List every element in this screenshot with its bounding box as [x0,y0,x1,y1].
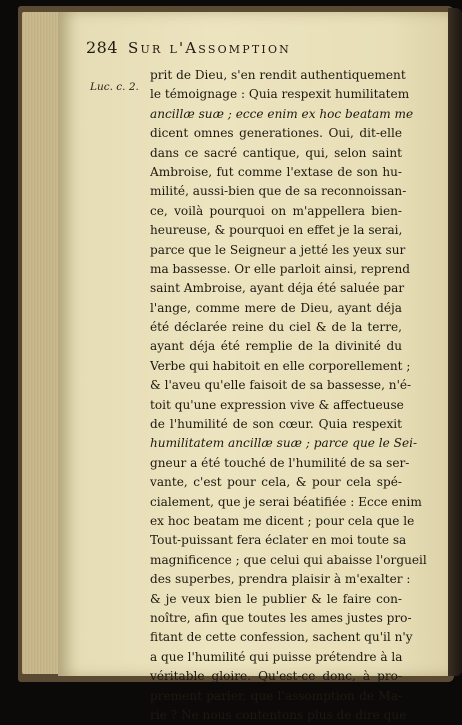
text-line: vante, c'est pour cela, & pour cela spé- [150,475,402,490]
text-line: toit qu'une expression vive & affectueuse [150,397,404,412]
text-line: cialement, que je serai béatifiée : Ecce enim [150,494,422,509]
text-line: Tout-puissant fera éclater en moi toute sa [150,533,407,548]
text-line: de l'humilité de son cœur. Quia respexit [150,417,402,432]
page-edges [22,12,62,674]
text-line: ancillæ suæ ; ecce enim ex hoc beatam me [150,106,414,121]
page-header [86,38,406,62]
book-cover-edge [448,8,462,676]
text-line: le témoignage : Quia respexit humilitatem [150,87,410,102]
text-line: été déclarée reine du ciel & de la terre, [150,320,402,335]
text-line: dans ce sacré cantique, qui, selon saint [150,145,402,160]
running-head: Sur l'Assomption [128,39,291,57]
text-line: saint Ambroise, ayant déja été saluée par [150,281,405,296]
text-line: prit de Dieu, s'en rendit authentiquement [150,68,406,82]
text-line: ma bassesse. Or elle parloit ainsi, reprend [150,261,410,276]
text-line: humilitatem ancillæ suæ ; parce que le Sei- [150,436,418,451]
text-line: Verbe qui habitoit en elle corporellement ; [150,358,411,373]
text-line: l'ange, comme mere de Dieu, ayant déja [150,300,402,315]
text-line: magnificence ; que celui qui abaisse l'orgueil [150,552,427,567]
text-line: parce que le Seigneur a jetté les yeux sur [150,242,406,257]
text-line: dicent omnes generationes. Oui, dit-elle [150,126,402,141]
margin-reference: Luc. c. 2. [90,81,139,93]
text-line: fitant de cette confession, sachent qu'il n'y [150,630,413,645]
text-line: noître, afin que toutes les ames justes pro- [150,610,412,625]
text-line: rie ? Ne nous contentons plus de dire que [150,707,407,722]
text-line: Ambroise, fut comme l'extase de son hu- [150,164,402,179]
body-text [150,66,427,725]
text-line: milité, aussi-bien que de sa reconnoissan- [150,184,407,199]
text-line: véritable gloire. Qu'est-ce donc, à pro- [150,669,402,684]
text-line: ayant déja été remplie de la divinité du [150,339,402,354]
text-line: ex hoc beatam me dicent ; pour cela que le [150,513,415,528]
text-line: a que l'humilité qui puisse prétendre à la [150,649,403,664]
page-number: 284 [86,38,119,57]
text-line: ce, voilà pourquoi on m'appellera bien- [150,203,402,218]
text-line: heureuse, & pourquoi en effet je la serai, [150,223,403,238]
text-line: prement parler, que l'assomption de Ma- [150,688,402,703]
text-line: & l'aveu qu'elle faisoit de sa bassesse, n'é- [150,378,412,393]
text-line: & je veux bien le publier & le faire con- [150,591,402,606]
text-line: des superbes, prendra plaisir à m'exalter : [150,572,411,587]
text-line: gneur a été touché de l'humilité de sa ser- [150,455,410,470]
